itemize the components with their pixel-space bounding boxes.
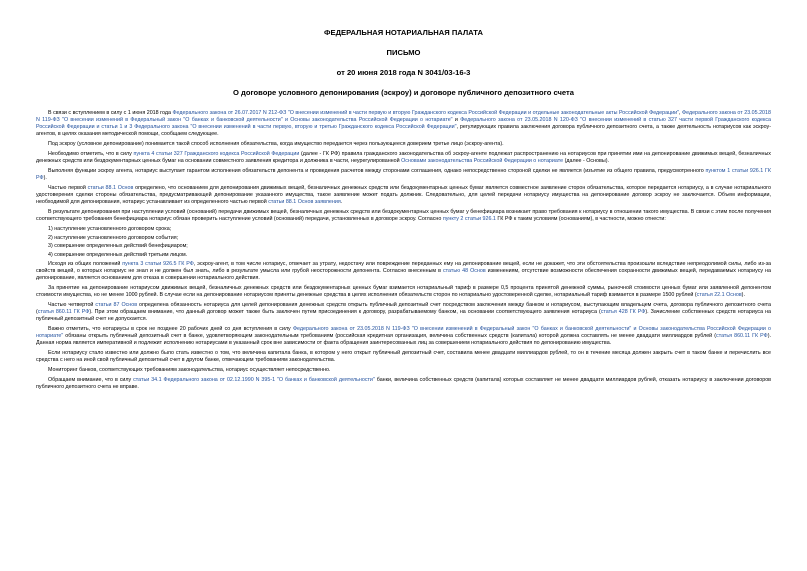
paragraph-text: 1) наступление установленного договором срока; xyxy=(48,226,172,233)
legal-reference-link[interactable]: Основами законодательства Российской Федерации о нотариате xyxy=(401,158,564,165)
list-item xyxy=(36,235,771,242)
paragraph-text: В связи с вступлением в силу с 1 июня 2018 года xyxy=(48,110,173,116)
legal-reference-link[interactable]: пунктом 1 статьи 926.1 ГК РФ xyxy=(36,168,771,182)
legal-reference-link[interactable]: статьи 34.1 Федерального закона от 02.12.1990 N 395-1 "О банках и банковской деятельности" xyxy=(133,376,375,383)
paragraph xyxy=(36,151,771,165)
legal-reference-link[interactable]: статьи 88.1 Основ xyxy=(87,185,134,192)
paragraph-text: Частью первой xyxy=(48,185,88,192)
paragraph-text: ГК РФ к таким условиям (основаниям), в частности, можно отнести: xyxy=(495,216,666,223)
paragraph-text: 3) совершение определенных действий бенефициаром; xyxy=(48,243,188,250)
paragraph xyxy=(36,302,771,323)
legal-reference-link[interactable]: пункту 2 статьи 926.1 xyxy=(442,216,496,223)
paragraph xyxy=(36,110,771,138)
paragraph-text: и xyxy=(452,117,461,124)
paragraph-text: , xyxy=(679,110,683,116)
paragraph-text: Обращаем внимание, что в силу xyxy=(48,376,134,383)
paragraph-text: Мониторинг банков, соответствующих требованиям законодательства, нотариус осуществляет непосредственно. xyxy=(48,367,331,374)
legal-reference-link[interactable]: Федерального закона от 26.07.2017 N 212-ФЗ "О внесении изменений в части первую и вторую Гражданского кодекса Российской Федерации и отдельные законодательные акты Российской Федерации" xyxy=(172,110,680,116)
legal-reference-link[interactable]: статьи 88.1 Основ заявления xyxy=(268,199,341,206)
paragraph-text: . xyxy=(340,199,343,206)
legal-reference-link[interactable]: статья 428 ГК РФ xyxy=(600,309,646,315)
paragraph-text: ). xyxy=(43,175,47,182)
paragraph-text: определено, что основанием для депонирования движимых вещей, безналичных денежных средств или бездокументарных ценных бумаг является совместное заявление сторон обязательства, которое передается нотариусу, а в случае нотариального удостоверения сделки стороны обязательства, предусматривающей депонирование указанного имущества, такое заявление может подать должник. Следовательно, для целей передачи нотариусу имущества на депонирование договор эскроу не заключается. Объем информации, необходимой для депонирования, нотариус устанавливает из определенного частью первой xyxy=(36,185,771,206)
paragraph-text: ). Данная норма является императивной и подлежит исполнению нотариусами в указанный срок вне зависимости от факта обращения заинтересованных лиц за совершением нотариального действия по депонированию имущества. xyxy=(36,333,771,347)
paragraph xyxy=(36,285,771,299)
paragraph-text: обязаны открыть публичный депозитный счет в банке, удовлетворяющем законодательным требованиям (российская кредитная организация, величина собственных средств (капитала) которой должна составлять не менее двадцати миллиардов рублей ( xyxy=(63,333,717,340)
document-type: ПИСЬМО xyxy=(386,48,421,57)
paragraph-text: В результате депонирования при наступлении условий (оснований) передачи движимых вещей, безналичных денежных средств или бездокументарных ценных бумаг у бенефициара возникает право требования к нотариусу в отношении такого имущества. В связи с этим после получения соответствующего требования бенефициара нотариус обязан проверить наступление условий (оснований) передачи, установленных в договоре эскроу. Согласно xyxy=(36,209,771,223)
list-item xyxy=(36,226,771,233)
legal-reference-link[interactable]: Федерального закона от 23.05.2018 N 119-ФЗ "О внесении изменений в Федеральный закон "О банках и банковской деятельности" и Основы законодательства Российской Федерации о нотариате" xyxy=(36,325,771,340)
legal-reference-link[interactable]: пункта 3 статьи 926.5 ГК РФ xyxy=(122,260,194,267)
paragraph-text: Частью четвертой xyxy=(48,301,96,308)
paragraph-text: Важно отметить, что нотариусы в срок не позднее 20 рабочих дней со дня вступления в силу xyxy=(48,325,293,332)
paragraph-text: Выполняя функции эскроу агента, нотариус выступает гарантом исполнения обязательств депонента и проведения расчетов между сторонами соглашения, однако непосредственно стороной сделки не является (изъятие из общего правила, предусмотренного xyxy=(48,168,706,175)
paragraph-text: ). Зачисление собственных средств нотариуса на публичный депозитный счет не допускается. xyxy=(36,309,772,323)
document-subject: О договоре условного депонирования (эскроу) и договоре публичного депозитного счета xyxy=(233,88,574,97)
paragraph xyxy=(36,209,771,223)
paragraph xyxy=(36,326,771,347)
paragraph-text: изменениям, отсутствие возможности обеспечения сохранности движимых вещей, передаваемых нотариусу на депонирование, является основанием для отказа в совершении нотариального действия. xyxy=(36,267,771,282)
paragraph-text: , эскроу-агент, в том числе нотариус, отвечает за утрату, недостачу или повреждение переданных ему на депонирование вещей, если не докажет, что эти обстоятельства произошли вследствие непреодолимой силы, либо из-за свойств вещей, о которых нотариус не знал и не должен был знать, либо в результате умысла или грубой неосторожности депонента. Согласно внесенным в xyxy=(36,260,771,274)
paragraph xyxy=(36,350,771,364)
paragraph-text: определена обязанность нотариуса для целей депонирования денежных средств открыть публичный депозитный счет посредством заключения между банком и нотариусом, выступающим владельцем счета, договора публичного депозитного счета ( xyxy=(36,301,771,315)
document-body xyxy=(36,110,771,391)
legal-reference-link[interactable]: Федерального закона от 23.05.2018 N 119-ФЗ "О внесении изменений в Федеральный закон "О банках и банковской деятельности" и Основы законодательства Российской Федерации о нотариате" xyxy=(36,110,771,124)
paragraph-text: Необходимо отметить, что в силу xyxy=(48,151,134,158)
list-item xyxy=(36,252,771,259)
paragraph-text: Под эскроу (условное депонирование) понимается такой способ исполнения обязательства, когда имущество передается через пользующееся доверием третье лицо (эскроу-агента). xyxy=(48,141,504,148)
paragraph-text: 4) совершение определенных действий третьим лицом. xyxy=(48,252,188,259)
issuing-organization: ФЕДЕРАЛЬНАЯ НОТАРИАЛЬНАЯ ПАЛАТА xyxy=(324,28,483,37)
paragraph-text: Исходя из общих положений xyxy=(48,260,123,267)
paragraph xyxy=(36,367,771,374)
paragraph-text: ). При этом обращаем внимание, что данный договор может также быть заключен путем присоединения к договору, разрабатываемому банком, на основании соответствующего заявления нотариуса ( xyxy=(89,309,601,315)
legal-reference-link[interactable]: Федерального закона от 23.05.2018 N 120-ФЗ "О внесении изменений в статью 327 части первой Гражданского кодекса Российской Федерации и статьи 1 и 3 Федерального закона "О внесении изменений в части первую, вторую и третью Гражданского кодекса Российской Федерации" xyxy=(36,117,771,131)
paragraph-text: (далее - Основы). xyxy=(563,158,609,165)
legal-reference-link[interactable]: статью 48 Основ xyxy=(442,267,486,274)
paragraph xyxy=(36,261,771,282)
paragraph xyxy=(36,168,771,182)
paragraph-text: ). xyxy=(741,292,745,299)
legal-reference-link[interactable]: статьи 87 Основ xyxy=(95,301,138,308)
list-item xyxy=(36,243,771,250)
document-date-number: от 20 июня 2018 года N 3041/03-16-3 xyxy=(336,68,471,77)
paragraph xyxy=(36,377,771,391)
paragraph-text: банки, величина собственных средств (капитала) которых составляет не менее двадцати миллиардов рублей, отказать нотариусу в заключении договоров публичного депозитного счета не вправе. xyxy=(36,376,772,391)
paragraph-text: , регулирующих правила заключения договора публичного депозитного счета, а также деятельность нотариусов как эскроу-агентов, в целях оказания методической помощи, сообщаем следующее. xyxy=(36,124,771,138)
legal-reference-link[interactable]: пункта 4 статьи 327 Гражданского кодекса Российской Федерации xyxy=(133,151,300,158)
paragraph xyxy=(36,141,771,148)
legal-reference-link[interactable]: статья 860.11 ГК РФ xyxy=(37,309,90,315)
legal-reference-link[interactable]: статья 860.11 ГК РФ xyxy=(716,333,768,340)
paragraph-text: 2) наступление установленного договором события; xyxy=(48,234,179,241)
paragraph-text: За принятие на депонирование нотариусом движимых вещей, безналичных денежных средств или бездокументарных ценных бумаг взимается нотариальный тариф в размере 0,5 процента принятой денежной суммы, рыночной стоимости ценных бумаг или заявленной депонентом стоимости имущества, но не менее 1000 рублей. В случае если на депонирование нотариусом приняты денежные средства в целях исполнения обязательств сторон по нотариально удостоверенной сделке, нотариальный тариф взимается в размере 1500 рублей ( xyxy=(36,284,771,299)
paragraph-text: (далее - ГК РФ) правила гражданского законодательства об эскроу-агенте подлежат распространению на нотариусов при принятии ими на депонирование движимых вещей, безналичных денежных средств или бездокументарных ценных бумаг на основании совместного заявления кредитора и должника в части, неурегулированной xyxy=(36,151,771,165)
paragraph xyxy=(36,185,771,206)
paragraph-text: Если нотариусу стало известно или должно было стать известно о том, что величина капитала банка, в котором у него открыт публичный депозитный счет, составила менее двадцати миллиардов рублей, то он в течение месяца должен закрыть счет в таком банке и перечислить все средства с него на иной свой публичный депозитный счет в другом банке, отвечающем требованиям законодательства. xyxy=(36,350,771,364)
legal-reference-link[interactable]: статья 22.1 Основ xyxy=(696,292,742,299)
